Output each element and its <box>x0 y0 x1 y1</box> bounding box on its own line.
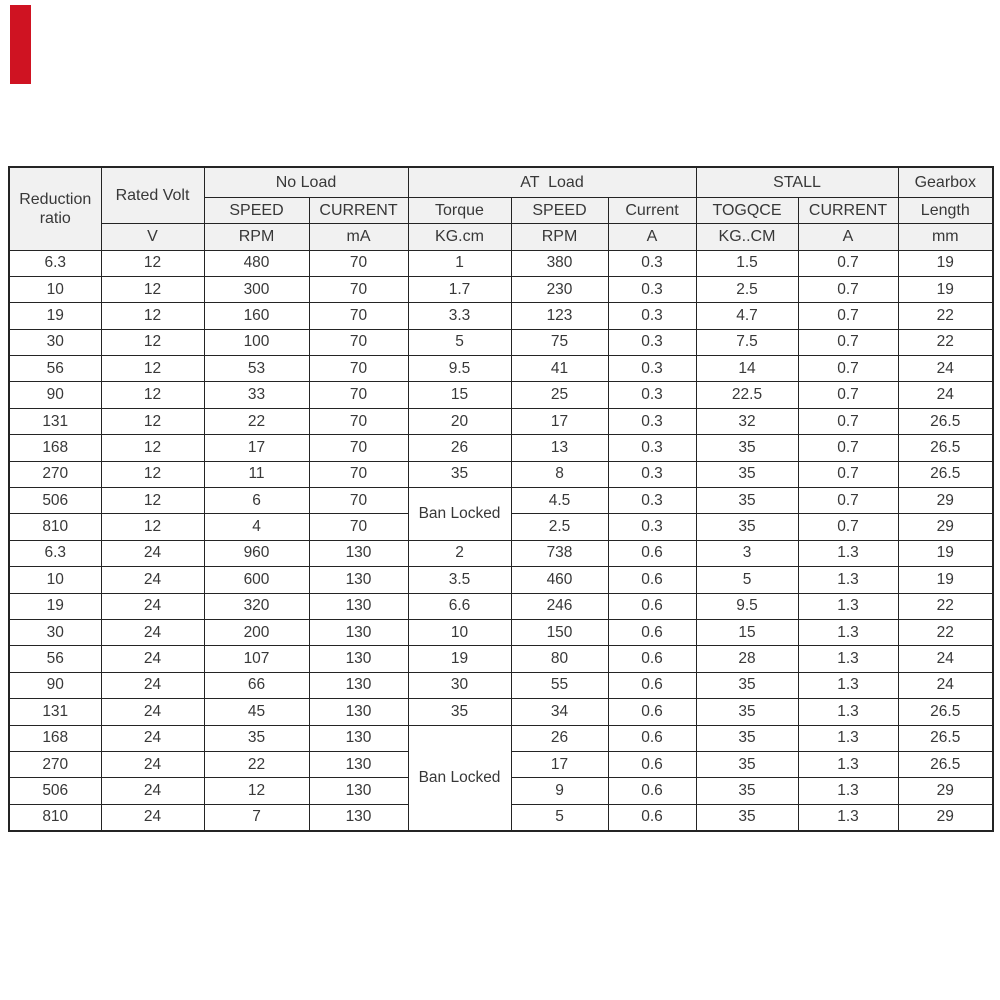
header-no-load: No Load <box>204 167 408 197</box>
header-units-row <box>9 223 993 250</box>
table-cell: 19 <box>408 646 511 672</box>
table-cell: 1 <box>408 250 511 276</box>
table-cell: 35 <box>408 699 511 725</box>
table-cell: 4 <box>204 514 309 540</box>
table-cell: 56 <box>9 356 101 382</box>
table-cell: 1.3 <box>798 672 898 698</box>
table-body <box>9 250 993 831</box>
table-cell: 0.7 <box>798 303 898 329</box>
table-cell: 24 <box>101 778 204 804</box>
table-cell: 80 <box>511 646 608 672</box>
table-cell: 4.7 <box>696 303 798 329</box>
table-cell: 12 <box>101 461 204 487</box>
table-cell: 70 <box>309 408 408 434</box>
header-reduction-ratio: Reduction ratio <box>9 167 101 250</box>
table-cell: 1.7 <box>408 276 511 302</box>
table-cell: 70 <box>309 303 408 329</box>
table-cell: 26.5 <box>898 751 993 777</box>
table-cell: 70 <box>309 276 408 302</box>
table-cell: 12 <box>101 329 204 355</box>
table-cell: 70 <box>309 356 408 382</box>
table-cell: 1.3 <box>798 540 898 566</box>
table-cell: 70 <box>309 250 408 276</box>
table-cell: 35 <box>696 778 798 804</box>
table-cell: 22 <box>204 408 309 434</box>
table-header <box>9 167 993 250</box>
table-cell: 12 <box>101 382 204 408</box>
table-cell: 0.3 <box>608 250 696 276</box>
table-cell: 130 <box>309 699 408 725</box>
table-cell: 24 <box>101 619 204 645</box>
table-cell: 0.6 <box>608 567 696 593</box>
table-cell: 130 <box>309 593 408 619</box>
table-cell: 0.7 <box>798 356 898 382</box>
table-cell: 8 <box>511 461 608 487</box>
table-cell: 15 <box>408 382 511 408</box>
table-row <box>9 382 993 408</box>
header-no-load-current: CURRENT <box>309 197 408 223</box>
table-cell: 131 <box>9 699 101 725</box>
table-cell: 26 <box>511 725 608 751</box>
table-cell: 380 <box>511 250 608 276</box>
unit-at-load-speed: RPM <box>511 223 608 250</box>
table-cell: 12 <box>101 514 204 540</box>
table-row <box>9 303 993 329</box>
table-cell: 22.5 <box>696 382 798 408</box>
table-cell: 0.6 <box>608 725 696 751</box>
table-cell: 45 <box>204 699 309 725</box>
table-cell: 6.6 <box>408 593 511 619</box>
unit-length: mm <box>898 223 993 250</box>
header-no-load-speed: SPEED <box>204 197 309 223</box>
table-cell: 70 <box>309 488 408 514</box>
table-cell: 168 <box>9 725 101 751</box>
table-cell: 35 <box>696 435 798 461</box>
table-cell: 12 <box>101 435 204 461</box>
unit-no-load-current: mA <box>309 223 408 250</box>
table-cell: 30 <box>9 619 101 645</box>
table-cell: 26.5 <box>898 408 993 434</box>
table-cell: 55 <box>511 672 608 698</box>
table-cell: 12 <box>101 303 204 329</box>
table-cell: 24 <box>101 751 204 777</box>
table-cell: 17 <box>511 408 608 434</box>
table-cell: 130 <box>309 804 408 830</box>
unit-no-load-speed: RPM <box>204 223 309 250</box>
table-row <box>9 699 993 725</box>
table-cell: 600 <box>204 567 309 593</box>
table-cell: 24 <box>898 672 993 698</box>
table-cell: 70 <box>309 435 408 461</box>
table-cell: 0.6 <box>608 672 696 698</box>
table-cell: 35 <box>696 751 798 777</box>
table-cell: 19 <box>9 593 101 619</box>
table-cell: 24 <box>101 804 204 830</box>
table-cell: 75 <box>511 329 608 355</box>
ban-locked-cell: Ban Locked <box>408 725 511 831</box>
table-cell: 0.3 <box>608 408 696 434</box>
table-cell: 35 <box>696 514 798 540</box>
table-cell: 12 <box>101 408 204 434</box>
table-cell: 0.7 <box>798 435 898 461</box>
table-cell: 230 <box>511 276 608 302</box>
table-cell: 19 <box>898 276 993 302</box>
table-cell: 3.5 <box>408 567 511 593</box>
table-cell: 100 <box>204 329 309 355</box>
table-cell: 13 <box>511 435 608 461</box>
header-at-load-current: Current <box>608 197 696 223</box>
table-cell: 246 <box>511 593 608 619</box>
table-cell: 56 <box>9 646 101 672</box>
table-cell: 24 <box>101 672 204 698</box>
table-cell: 130 <box>309 619 408 645</box>
table-cell: 35 <box>696 672 798 698</box>
table-cell: 1.3 <box>798 567 898 593</box>
table-cell: 0.3 <box>608 303 696 329</box>
header-torque: Torque <box>408 197 511 223</box>
table-cell: 130 <box>309 672 408 698</box>
table-cell: 5 <box>511 804 608 830</box>
table-cell: 130 <box>309 540 408 566</box>
table-cell: 19 <box>898 567 993 593</box>
table-cell: 90 <box>9 672 101 698</box>
table-cell: 0.6 <box>608 699 696 725</box>
table-cell: 7 <box>204 804 309 830</box>
header-rated-volt: Rated Volt <box>101 167 204 223</box>
table-cell: 11 <box>204 461 309 487</box>
table-cell: 26.5 <box>898 725 993 751</box>
table-cell: 9.5 <box>696 593 798 619</box>
table-cell: 70 <box>309 514 408 540</box>
table-cell: 0.6 <box>608 778 696 804</box>
table-cell: 24 <box>898 356 993 382</box>
table-cell: 0.7 <box>798 329 898 355</box>
motor-spec-table <box>8 166 994 832</box>
table-cell: 90 <box>9 382 101 408</box>
table-cell: 24 <box>898 382 993 408</box>
table-cell: 15 <box>696 619 798 645</box>
table-cell: 0.6 <box>608 646 696 672</box>
table-cell: 480 <box>204 250 309 276</box>
table-cell: 41 <box>511 356 608 382</box>
table-cell: 1.5 <box>696 250 798 276</box>
table-cell: 0.3 <box>608 382 696 408</box>
table-cell: 26 <box>408 435 511 461</box>
table-cell: 24 <box>101 593 204 619</box>
table-cell: 17 <box>511 751 608 777</box>
table-cell: 460 <box>511 567 608 593</box>
table-cell: 5 <box>408 329 511 355</box>
table-cell: 0.7 <box>798 461 898 487</box>
table-cell: 29 <box>898 778 993 804</box>
table-cell: 150 <box>511 619 608 645</box>
table-cell: 107 <box>204 646 309 672</box>
table-row <box>9 408 993 434</box>
table-cell: 29 <box>898 488 993 514</box>
table-cell: 0.6 <box>608 804 696 830</box>
table-cell: 12 <box>204 778 309 804</box>
table-cell: 12 <box>101 250 204 276</box>
table-cell: 19 <box>9 303 101 329</box>
table-cell: 22 <box>898 619 993 645</box>
table-cell: 12 <box>101 356 204 382</box>
table-row <box>9 250 993 276</box>
header-group-row <box>9 167 993 197</box>
table-cell: 17 <box>204 435 309 461</box>
table-cell: 70 <box>309 382 408 408</box>
table-cell: 24 <box>101 540 204 566</box>
header-length: Length <box>898 197 993 223</box>
table-cell: 24 <box>101 725 204 751</box>
table-cell: 320 <box>204 593 309 619</box>
table-cell: 0.7 <box>798 514 898 540</box>
header-stall-current: CURRENT <box>798 197 898 223</box>
header-stall-torque: TOGQCE <box>696 197 798 223</box>
table-cell: 6 <box>204 488 309 514</box>
table-cell: 14 <box>696 356 798 382</box>
table-row <box>9 567 993 593</box>
ban-locked-cell: Ban Locked <box>408 488 511 541</box>
table-cell: 5 <box>696 567 798 593</box>
table-cell: 1.3 <box>798 778 898 804</box>
table-cell: 810 <box>9 514 101 540</box>
table-cell: 0.3 <box>608 514 696 540</box>
table-row <box>9 646 993 672</box>
table-cell: 1.3 <box>798 699 898 725</box>
table-row <box>9 276 993 302</box>
table-cell: 10 <box>408 619 511 645</box>
table-cell: 24 <box>101 567 204 593</box>
table-cell: 30 <box>408 672 511 698</box>
table-row <box>9 540 993 566</box>
table-cell: 0.6 <box>608 751 696 777</box>
table-cell: 123 <box>511 303 608 329</box>
table-cell: 0.7 <box>798 408 898 434</box>
table-cell: 270 <box>9 751 101 777</box>
table-cell: 24 <box>101 699 204 725</box>
unit-volt: V <box>101 223 204 250</box>
table-cell: 10 <box>9 276 101 302</box>
table-cell: 130 <box>309 567 408 593</box>
unit-torque: KG.cm <box>408 223 511 250</box>
table-row <box>9 725 993 751</box>
table-cell: 506 <box>9 488 101 514</box>
table-cell: 506 <box>9 778 101 804</box>
table-row <box>9 461 993 487</box>
table-cell: 3.3 <box>408 303 511 329</box>
table-row <box>9 672 993 698</box>
table-cell: 20 <box>408 408 511 434</box>
table-cell: 0.6 <box>608 619 696 645</box>
table-cell: 0.7 <box>798 382 898 408</box>
table-cell: 35 <box>696 725 798 751</box>
header-at-load-speed: SPEED <box>511 197 608 223</box>
table-cell: 26.5 <box>898 699 993 725</box>
table-cell: 29 <box>898 804 993 830</box>
table-cell: 0.7 <box>798 276 898 302</box>
table-cell: 0.7 <box>798 488 898 514</box>
header-at-load: AT Load <box>408 167 696 197</box>
table-cell: 131 <box>9 408 101 434</box>
table-row <box>9 356 993 382</box>
table-cell: 12 <box>101 488 204 514</box>
table-cell: 2 <box>408 540 511 566</box>
table-cell: 9.5 <box>408 356 511 382</box>
table-cell: 1.3 <box>798 804 898 830</box>
table-cell: 25 <box>511 382 608 408</box>
table-cell: 300 <box>204 276 309 302</box>
table-cell: 70 <box>309 329 408 355</box>
table-cell: 22 <box>204 751 309 777</box>
table-row <box>9 488 993 514</box>
table-cell: 130 <box>309 751 408 777</box>
table-cell: 0.3 <box>608 461 696 487</box>
table-cell: 70 <box>309 461 408 487</box>
table-cell: 26.5 <box>898 461 993 487</box>
table-cell: 168 <box>9 435 101 461</box>
table-cell: 1.3 <box>798 751 898 777</box>
table-cell: 26.5 <box>898 435 993 461</box>
table-cell: 6.3 <box>9 250 101 276</box>
table-cell: 35 <box>696 461 798 487</box>
table-row <box>9 593 993 619</box>
table-cell: 0.3 <box>608 356 696 382</box>
table-row <box>9 329 993 355</box>
table-cell: 0.3 <box>608 488 696 514</box>
table-cell: 1.3 <box>798 646 898 672</box>
table-cell: 130 <box>309 778 408 804</box>
table-cell: 160 <box>204 303 309 329</box>
table-row <box>9 619 993 645</box>
table-cell: 19 <box>898 540 993 566</box>
unit-at-load-current: A <box>608 223 696 250</box>
table-cell: 30 <box>9 329 101 355</box>
table-cell: 1.3 <box>798 593 898 619</box>
table-cell: 22 <box>898 593 993 619</box>
table-cell: 130 <box>309 725 408 751</box>
table-cell: 738 <box>511 540 608 566</box>
table-cell: 0.3 <box>608 329 696 355</box>
table-cell: 7.5 <box>696 329 798 355</box>
unit-stall-torque: KG..CM <box>696 223 798 250</box>
table-cell: 1.3 <box>798 725 898 751</box>
table-cell: 32 <box>696 408 798 434</box>
table-cell: 10 <box>9 567 101 593</box>
table-cell: 270 <box>9 461 101 487</box>
table-cell: 22 <box>898 303 993 329</box>
table-cell: 35 <box>696 804 798 830</box>
table-cell: 960 <box>204 540 309 566</box>
table-cell: 0.7 <box>798 250 898 276</box>
table-cell: 200 <box>204 619 309 645</box>
table-cell: 0.6 <box>608 593 696 619</box>
table-row <box>9 435 993 461</box>
table-cell: 0.6 <box>608 540 696 566</box>
table-cell: 9 <box>511 778 608 804</box>
table-cell: 53 <box>204 356 309 382</box>
table-cell: 0.3 <box>608 276 696 302</box>
red-ribbon-decoration <box>10 5 31 84</box>
table-cell: 12 <box>101 276 204 302</box>
table-cell: 24 <box>898 646 993 672</box>
table-cell: 810 <box>9 804 101 830</box>
table-cell: 35 <box>204 725 309 751</box>
table-cell: 33 <box>204 382 309 408</box>
table-cell: 28 <box>696 646 798 672</box>
table-cell: 29 <box>898 514 993 540</box>
table-cell: 2.5 <box>511 514 608 540</box>
table-cell: 130 <box>309 646 408 672</box>
table-cell: 35 <box>696 488 798 514</box>
table-cell: 19 <box>898 250 993 276</box>
table-cell: 6.3 <box>9 540 101 566</box>
table-cell: 35 <box>696 699 798 725</box>
header-gearbox: Gearbox <box>898 167 993 197</box>
table-cell: 2.5 <box>696 276 798 302</box>
table-cell: 34 <box>511 699 608 725</box>
table-cell: 24 <box>101 646 204 672</box>
table-cell: 4.5 <box>511 488 608 514</box>
header-stall: STALL <box>696 167 898 197</box>
unit-stall-current: A <box>798 223 898 250</box>
table-cell: 35 <box>408 461 511 487</box>
table-cell: 0.3 <box>608 435 696 461</box>
table-cell: 22 <box>898 329 993 355</box>
table-cell: 66 <box>204 672 309 698</box>
table-cell: 3 <box>696 540 798 566</box>
table-cell: 1.3 <box>798 619 898 645</box>
